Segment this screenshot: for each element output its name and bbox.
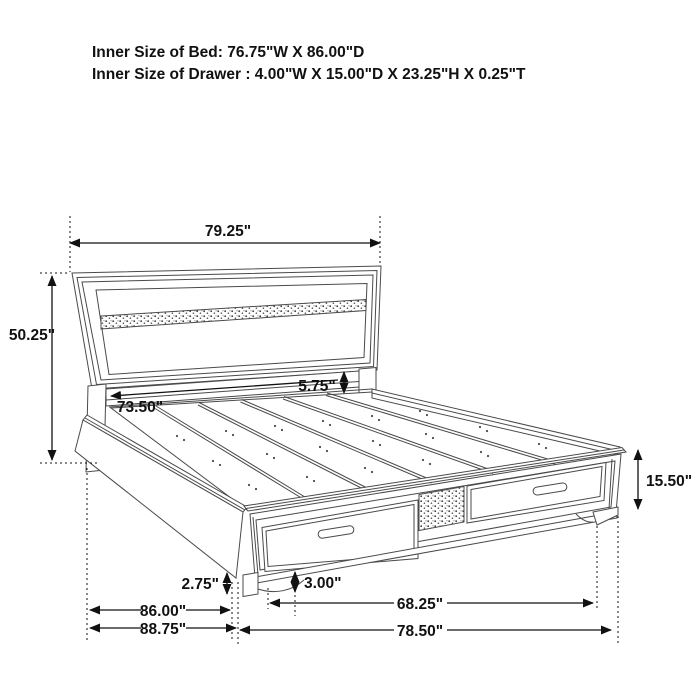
dim-inner-depth-label: 86.00" [139,603,187,620]
dim-headboard-width-label: 79.25" [204,223,252,240]
dim-slat-width-label: 73.50" [116,399,164,416]
dim-drawer-section-width-label: 68.25" [396,596,444,613]
dim-headboard-height-label: 50.25" [8,327,56,344]
dim-footboard-height-label: 15.50" [646,473,693,490]
inner-size-of-drawer-text: Inner Size of Drawer : 4.00"W X 15.00"D X 23.25"H X 0.25"T [92,66,526,83]
dim-apron-height-label: 3.00" [304,575,342,592]
dim-rail-height-label: 5.75" [298,378,336,395]
dim-side-rail-gap-label: 2.75" [181,576,219,593]
footboard-left-leg [243,573,258,597]
dim-overall-depth-label: 88.75" [139,621,187,638]
inner-size-of-bed-text: Inner Size of Bed: 76.75"W X 86.00"D [92,44,365,61]
dim-footboard-width-label: 78.50" [396,623,444,640]
